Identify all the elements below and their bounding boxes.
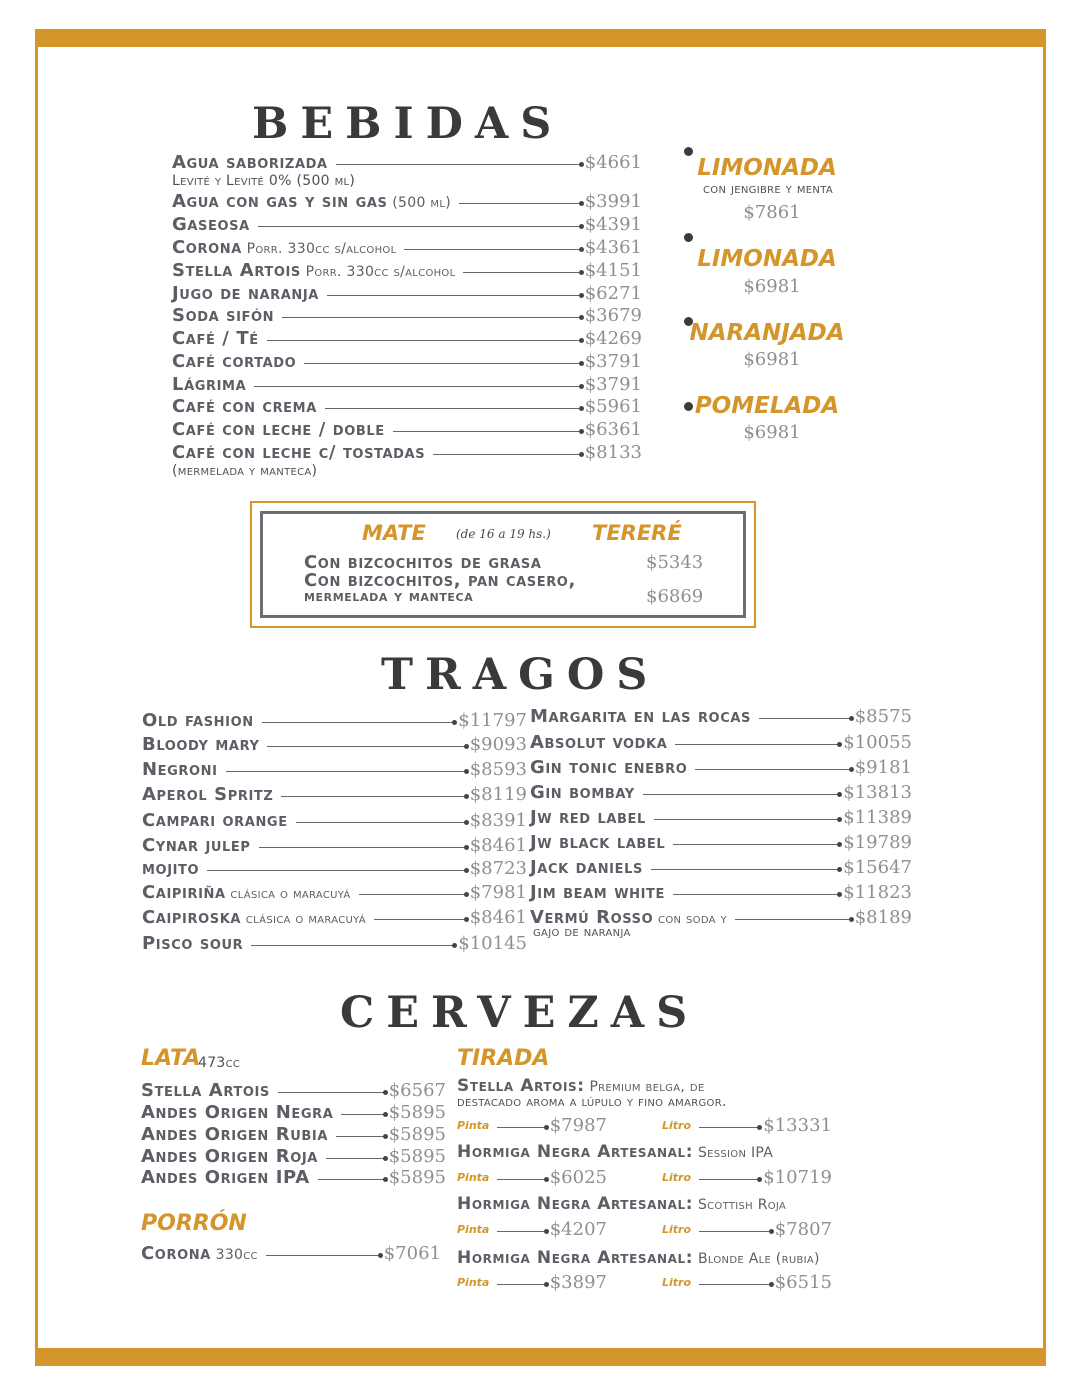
menu-item: Café / Té $4269 (172, 327, 642, 349)
special-price: $6981 (743, 276, 801, 297)
menu-item: Café con leche / doble $6361 (172, 418, 642, 440)
mate-title: MATE (362, 521, 426, 545)
leader-line (336, 1136, 385, 1137)
menu-item: Jw black label $19789 (530, 831, 912, 853)
menu-item: Corona 330cc $7061 (141, 1242, 441, 1264)
menu-item: Old fashion $11797 (142, 709, 527, 731)
leader-line (267, 340, 581, 341)
tirada-title: TIRADA (457, 1046, 550, 1071)
tirada-item: Stella Artois: Premium belga, de (457, 1076, 705, 1096)
lata-title: LATA (141, 1046, 201, 1071)
menu-item: Andes Origen Roja $5895 (141, 1145, 446, 1167)
mate-item: Con bizcochitos, pan casero, (304, 570, 576, 591)
litro-row: Litro $7807 (662, 1218, 832, 1240)
menu-item: Andes Origen Rubia $5895 (141, 1123, 446, 1145)
pinta-row: Pinta $3897 (457, 1271, 607, 1293)
menu-item: Jw red label $11389 (530, 806, 912, 828)
special-name: LIMONADA (697, 155, 837, 181)
leader-line (259, 847, 466, 848)
item-note: Levité y Levité 0% (500 ml) (172, 173, 356, 189)
special-price: $7861 (743, 202, 801, 223)
mate-item-cont: mermelada y manteca (304, 586, 474, 605)
menu-item: Soda sifón $3679 (172, 304, 642, 326)
menu-item: Cynar julep $8461 (142, 834, 527, 856)
menu-item: Absolut vodka $10055 (530, 731, 912, 753)
menu-item: Stella Artois $6567 (141, 1079, 446, 1101)
leader-line (695, 769, 850, 770)
menu-item: Andes Origen Negra $5895 (141, 1101, 446, 1123)
menu-item: Caipiriña clásica o maracuyá $7981 (142, 881, 527, 903)
leader-line (459, 203, 581, 204)
menu-item: Negroni $8593 (142, 758, 527, 780)
leader-line (699, 1127, 759, 1128)
menu-item: Gaseosa $4391 (172, 213, 642, 235)
menu-item: Bloody mary $9093 (142, 733, 527, 755)
leader-line (327, 295, 581, 296)
menu-item: Agua saborizada $4661 (172, 151, 642, 173)
leader-line (258, 226, 581, 227)
leader-line (266, 1255, 380, 1256)
leader-line (735, 919, 851, 920)
leader-line (267, 746, 465, 747)
lata-size: 473cc (198, 1055, 241, 1071)
leader-line (497, 1127, 545, 1128)
tirada-desc: destacado aroma a lúpulo y fino amargor. (457, 1094, 727, 1110)
leader-line (699, 1179, 759, 1180)
menu-item: Campari orange $8391 (142, 809, 527, 831)
menu-item: Agua con gas y sin gas (500 ml) $3991 (172, 190, 642, 212)
tirada-item: Hormiga Negra Artesanal: Scottish Roja (457, 1194, 787, 1214)
leader-line (278, 1092, 385, 1093)
tirada-item: Hormiga Negra Artesanal: Blonde Ale (rubia) (457, 1248, 820, 1268)
menu-item: Café con leche c/ tostadas $8133 (172, 441, 642, 463)
pinta-row: Pinta $6025 (457, 1166, 607, 1188)
menu-item: Jack daniels $15647 (530, 856, 912, 878)
item-note: (mermelada y manteca) (172, 463, 318, 479)
leader-line (699, 1284, 771, 1285)
special-name: LIMONADA (697, 246, 837, 272)
leader-line (341, 1114, 384, 1115)
leader-line (254, 386, 580, 387)
menu-item: Lágrima $3791 (172, 373, 642, 395)
leader-line (359, 894, 466, 895)
leader-line (304, 363, 580, 364)
special-sub: con jengibre y menta (703, 181, 833, 197)
menu-item: Margarita en las rocas $8575 (530, 705, 912, 727)
litro-row: Litro $13331 (662, 1114, 832, 1136)
leader-line (699, 1231, 771, 1232)
leader-line (281, 796, 465, 797)
leader-line (262, 722, 455, 723)
mate-item: Con bizcochitos de grasa (304, 552, 542, 573)
litro-row: Litro $10719 (662, 1166, 832, 1188)
menu-item: Jim beam white $11823 (530, 881, 912, 903)
menu-item: Stella Artois Porr. 330cc s/alcohol $4151 (172, 259, 642, 281)
leader-line (296, 822, 466, 823)
menu-item: Gin bombay $13813 (530, 781, 912, 803)
leader-line (251, 945, 454, 946)
mate-hours: (de 16 a 19 hs.) (456, 527, 551, 541)
leader-line (226, 771, 466, 772)
item-note: gajo de naranja (533, 924, 631, 940)
leader-line (497, 1231, 545, 1232)
porron-title: PORRÓN (141, 1211, 247, 1236)
leader-line (673, 894, 839, 895)
menu-item: Gin tonic enebro $9181 (530, 756, 912, 778)
leader-line (393, 431, 581, 432)
menu-item: Pisco sour $10145 (142, 932, 527, 954)
mate-price: $6869 (646, 586, 704, 607)
leader-line (654, 819, 839, 820)
menu-item: Café cortado $3791 (172, 350, 642, 372)
special-price: $6981 (743, 349, 801, 370)
menu-item: Aperol Spritz $8119 (142, 783, 527, 805)
leader-line (497, 1284, 545, 1285)
special-price: $6981 (743, 422, 801, 443)
tragos-title: TRAGOS (381, 650, 660, 700)
leader-line (673, 844, 839, 845)
mate-price: $5343 (646, 552, 704, 573)
pinta-row: Pinta $4207 (457, 1218, 607, 1240)
menu-item: Caipiroska clásica o maracuyá $8461 (142, 906, 527, 928)
leader-line (675, 744, 839, 745)
leader-line (282, 317, 581, 318)
leader-line (374, 919, 466, 920)
cervezas-title: CERVEZAS (340, 988, 700, 1038)
menu-item: Café con crema $5961 (172, 395, 642, 417)
menu-item: mojito $8723 (142, 857, 527, 879)
leader-line (497, 1179, 545, 1180)
tirada-item: Hormiga Negra Artesanal: Session IPA (457, 1142, 774, 1162)
menu-item: Vermú Rosso con soda y $8189 (530, 906, 912, 928)
terere-title: TERERÉ (592, 521, 682, 545)
special-name: NARANJADA (689, 320, 845, 346)
litro-row: Litro $6515 (662, 1271, 832, 1293)
leader-line (325, 408, 581, 409)
menu-item: Jugo de naranja $6271 (172, 282, 642, 304)
leader-line (318, 1179, 385, 1180)
leader-line (651, 869, 839, 870)
leader-line (207, 870, 466, 871)
leader-line (326, 1158, 385, 1159)
pinta-row: Pinta $7987 (457, 1114, 607, 1136)
bebidas-title: BEBIDAS (252, 99, 564, 149)
bullet-icon (684, 233, 693, 242)
leader-line (759, 718, 851, 719)
menu-item: Andes Origen IPA $5895 (141, 1166, 446, 1188)
leader-line (643, 794, 839, 795)
menu-item: Corona Porr. 330cc s/alcohol $4361 (172, 236, 642, 258)
leader-line (463, 272, 580, 273)
leader-line (404, 249, 580, 250)
leader-line (433, 454, 581, 455)
leader-line (336, 164, 581, 165)
special-name: POMELADA (694, 393, 840, 419)
